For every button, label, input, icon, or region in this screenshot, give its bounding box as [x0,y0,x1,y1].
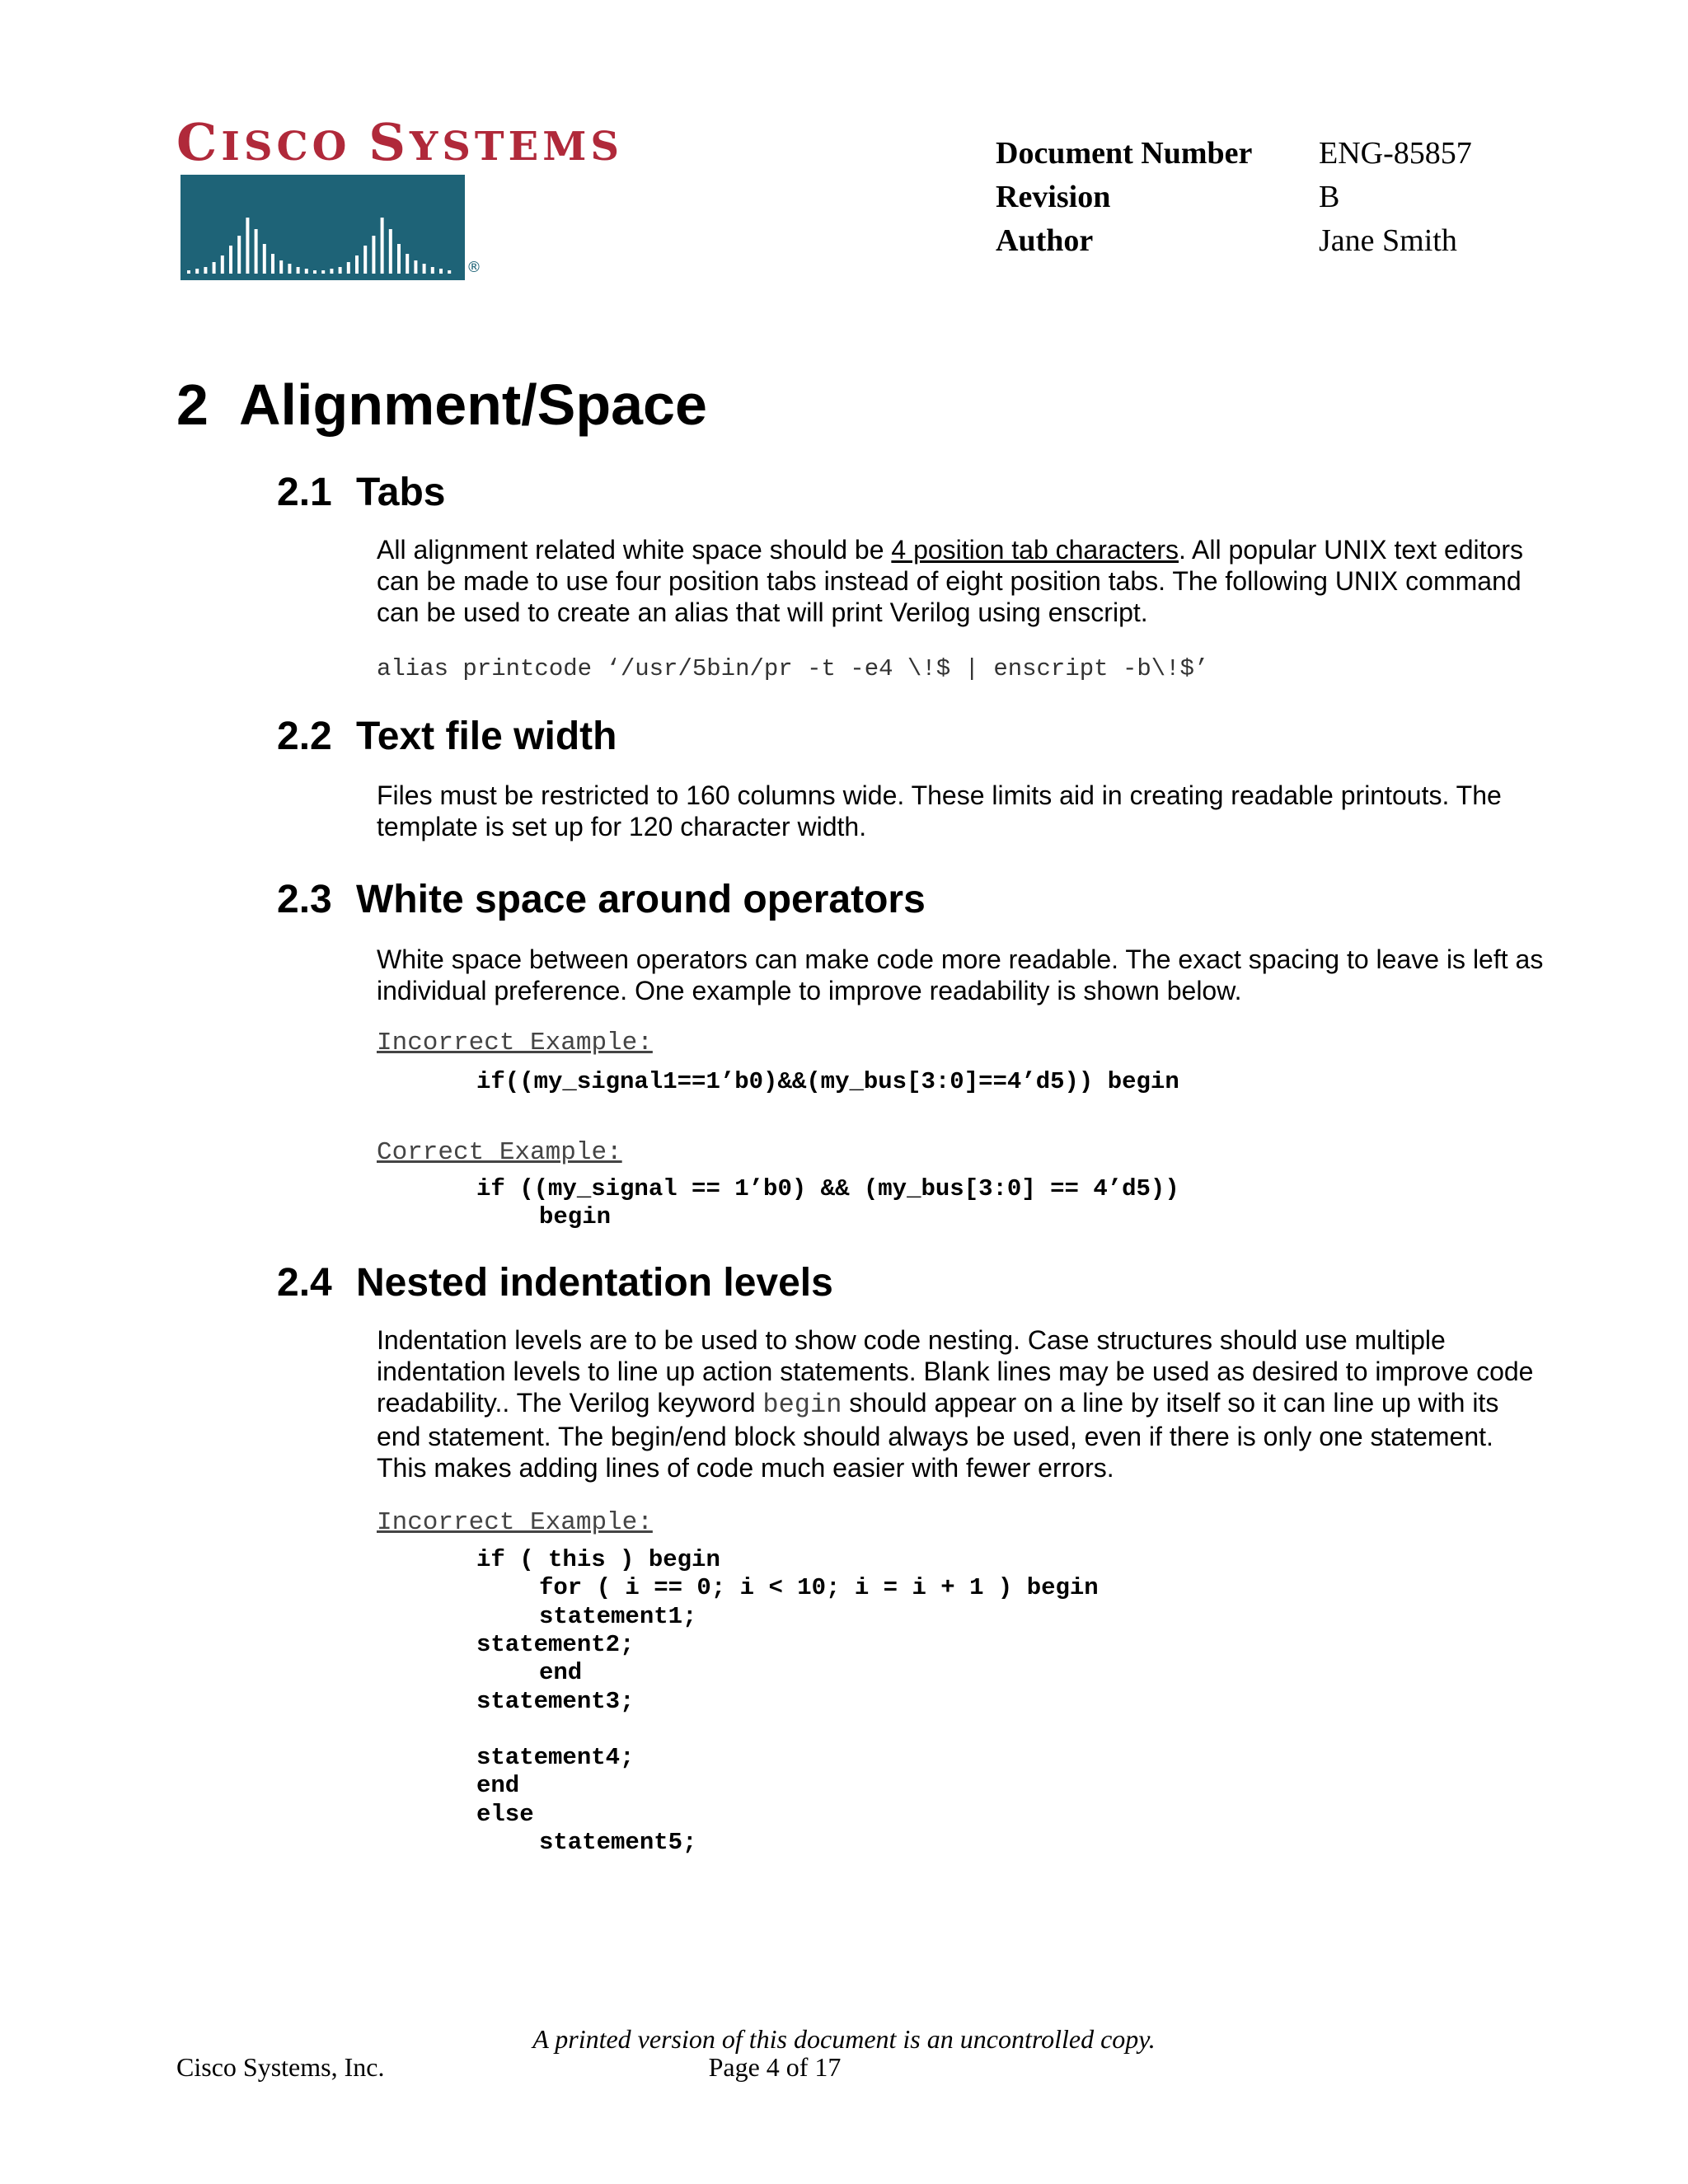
code-line: statement2; [476,1630,635,1658]
code-line: else [476,1800,534,1828]
logo-bar [187,270,190,274]
meta-key: Document Number [996,136,1253,171]
subsection-heading-white-space [277,875,926,925]
logo-bar [406,254,409,274]
incorrect-example-label: Incorrect Example: [377,1508,653,1537]
logo-bar [389,229,392,274]
subsection-number: 2.1 [277,471,332,514]
logo-bar [271,254,274,274]
logo-bar [213,262,216,274]
document-meta [996,132,1472,263]
subsection-heading-text-file-width [277,712,617,762]
subsection-heading-tabs [277,468,445,518]
text: All alignment related white space should be [377,535,892,565]
meta-value: ENG-85857 [1319,136,1472,171]
logo-bridge-graphic [181,175,465,280]
logo-bar [288,264,291,274]
meta-key: Author [996,223,1094,258]
meta-row-document-number [996,132,1472,176]
underlined-text: 4 position tab characters [891,535,1179,565]
footer-page-number: Page 4 of 17 [708,2052,842,2082]
logo-bar [237,236,241,274]
logo-bar [372,236,375,274]
code-line: statement5; [539,1829,697,1856]
code-line: statement3; [476,1687,635,1715]
text: . All popular UNIX text editors can be made to use four position tabs instead of eight position tabs. The following UNIX command can be used to create an alias that will print Verilog using enscript. [377,535,1523,627]
code-line: if ( this ) begin [476,1546,720,1573]
logo-bar [229,246,232,274]
logo-bar [363,246,367,274]
subsection-heading-nested-indentation [277,1258,833,1308]
inline-code: begin [762,1390,842,1420]
logo-bar [339,267,342,274]
code-line: end [539,1659,583,1687]
meta-row-author [996,219,1472,263]
text: should appear on a line by itself so it can line up with its end statement. The begin/end block should always be used, even if there is only one statement. This makes adding lines of code much easier with fewer errors. [377,1388,1499,1483]
incorrect-example-code: if((my_signal1==1’b0)&&(my_bus[3:0]==4’d5)) begin [476,1068,1179,1095]
logo-bar [355,255,359,274]
logo-bar [397,244,401,274]
logo-bar [246,218,249,274]
code-line: for ( i == 0; i < 10; i = i + 1 ) begin [539,1574,1099,1602]
subsection-title: White space around operators [356,878,926,921]
section-number: 2 [176,373,209,437]
footer-note: A printed version of this document is an uncontrolled copy. [532,2024,1156,2054]
logo-bar [448,270,451,274]
logo-bar [279,260,283,274]
paragraph-text-file-width: Files must be restricted to 160 columns wide. These limits aid in creating readable printouts. The template is set up for 120 character width. [377,780,1502,841]
correct-example-code-line: if ((my_signal == 1’b0) && (my_bus[3:0] == 4’d5)) [476,1175,1179,1202]
correct-example-label: Correct Example: [377,1138,622,1167]
subsection-title: Nested indentation levels [356,1261,833,1305]
logo-bar [305,269,308,274]
footer-company: Cisco Systems, Inc. [176,2052,385,2082]
code-line: statement1; [539,1602,697,1630]
meta-value: B [1319,180,1340,214]
code-line: end [476,1772,520,1800]
paragraph-white-space: White space between operators can make code more readable. The exact spacing to leave is left as individual preference. One example to improve readability is shown below. [377,944,1544,1005]
logo-bar [330,269,333,274]
logo-bars [181,175,465,280]
correct-example-code-line: begin [539,1203,612,1230]
logo-bar [347,262,350,274]
section-heading [176,368,707,442]
logo-bar [297,267,300,274]
subsection-number: 2.2 [277,715,332,758]
paragraph-tabs [377,534,1547,628]
subsection-title: Tabs [356,471,446,514]
logo-bar [195,269,199,274]
logo-bar [381,218,384,274]
logo-bar [439,269,443,274]
logo-bar [204,267,207,274]
incorrect-example-label: Incorrect Example: [377,1029,653,1057]
text: Indentation levels are to be used to show code nesting. Case structures should use multiple indentation levels to line up action statements. Blank lines may be used as desired to improve code readability.. The Verilog keyword [377,1325,1534,1418]
logo-bar [423,264,426,274]
meta-row-revision [996,176,1472,219]
logo-bar [321,270,325,274]
logo-bar [431,267,434,274]
logo-bar [255,229,258,274]
code-line: statement4; [476,1744,635,1772]
cisco-logo [176,112,624,285]
logo-wordmark: CISCO SYSTEMS [176,112,624,172]
logo-bar [313,270,316,274]
subsection-number: 2.4 [277,1261,332,1305]
logo-bar [263,244,266,274]
section-title: Alignment/Space [239,373,707,437]
subsection-title: Text file width [356,715,617,758]
paragraph-nested-indentation [377,1324,1547,1483]
subsection-number: 2.3 [277,878,332,921]
logo-bar [414,260,417,274]
logo-bar [221,255,224,274]
registered-mark: ® [467,259,481,276]
meta-value: Jane Smith [1319,223,1457,258]
command-line: alias printcode ‘/usr/5bin/pr -t -e4 \!$ | enscript -b\!$’ [377,655,1209,682]
meta-key: Revision [996,180,1111,214]
